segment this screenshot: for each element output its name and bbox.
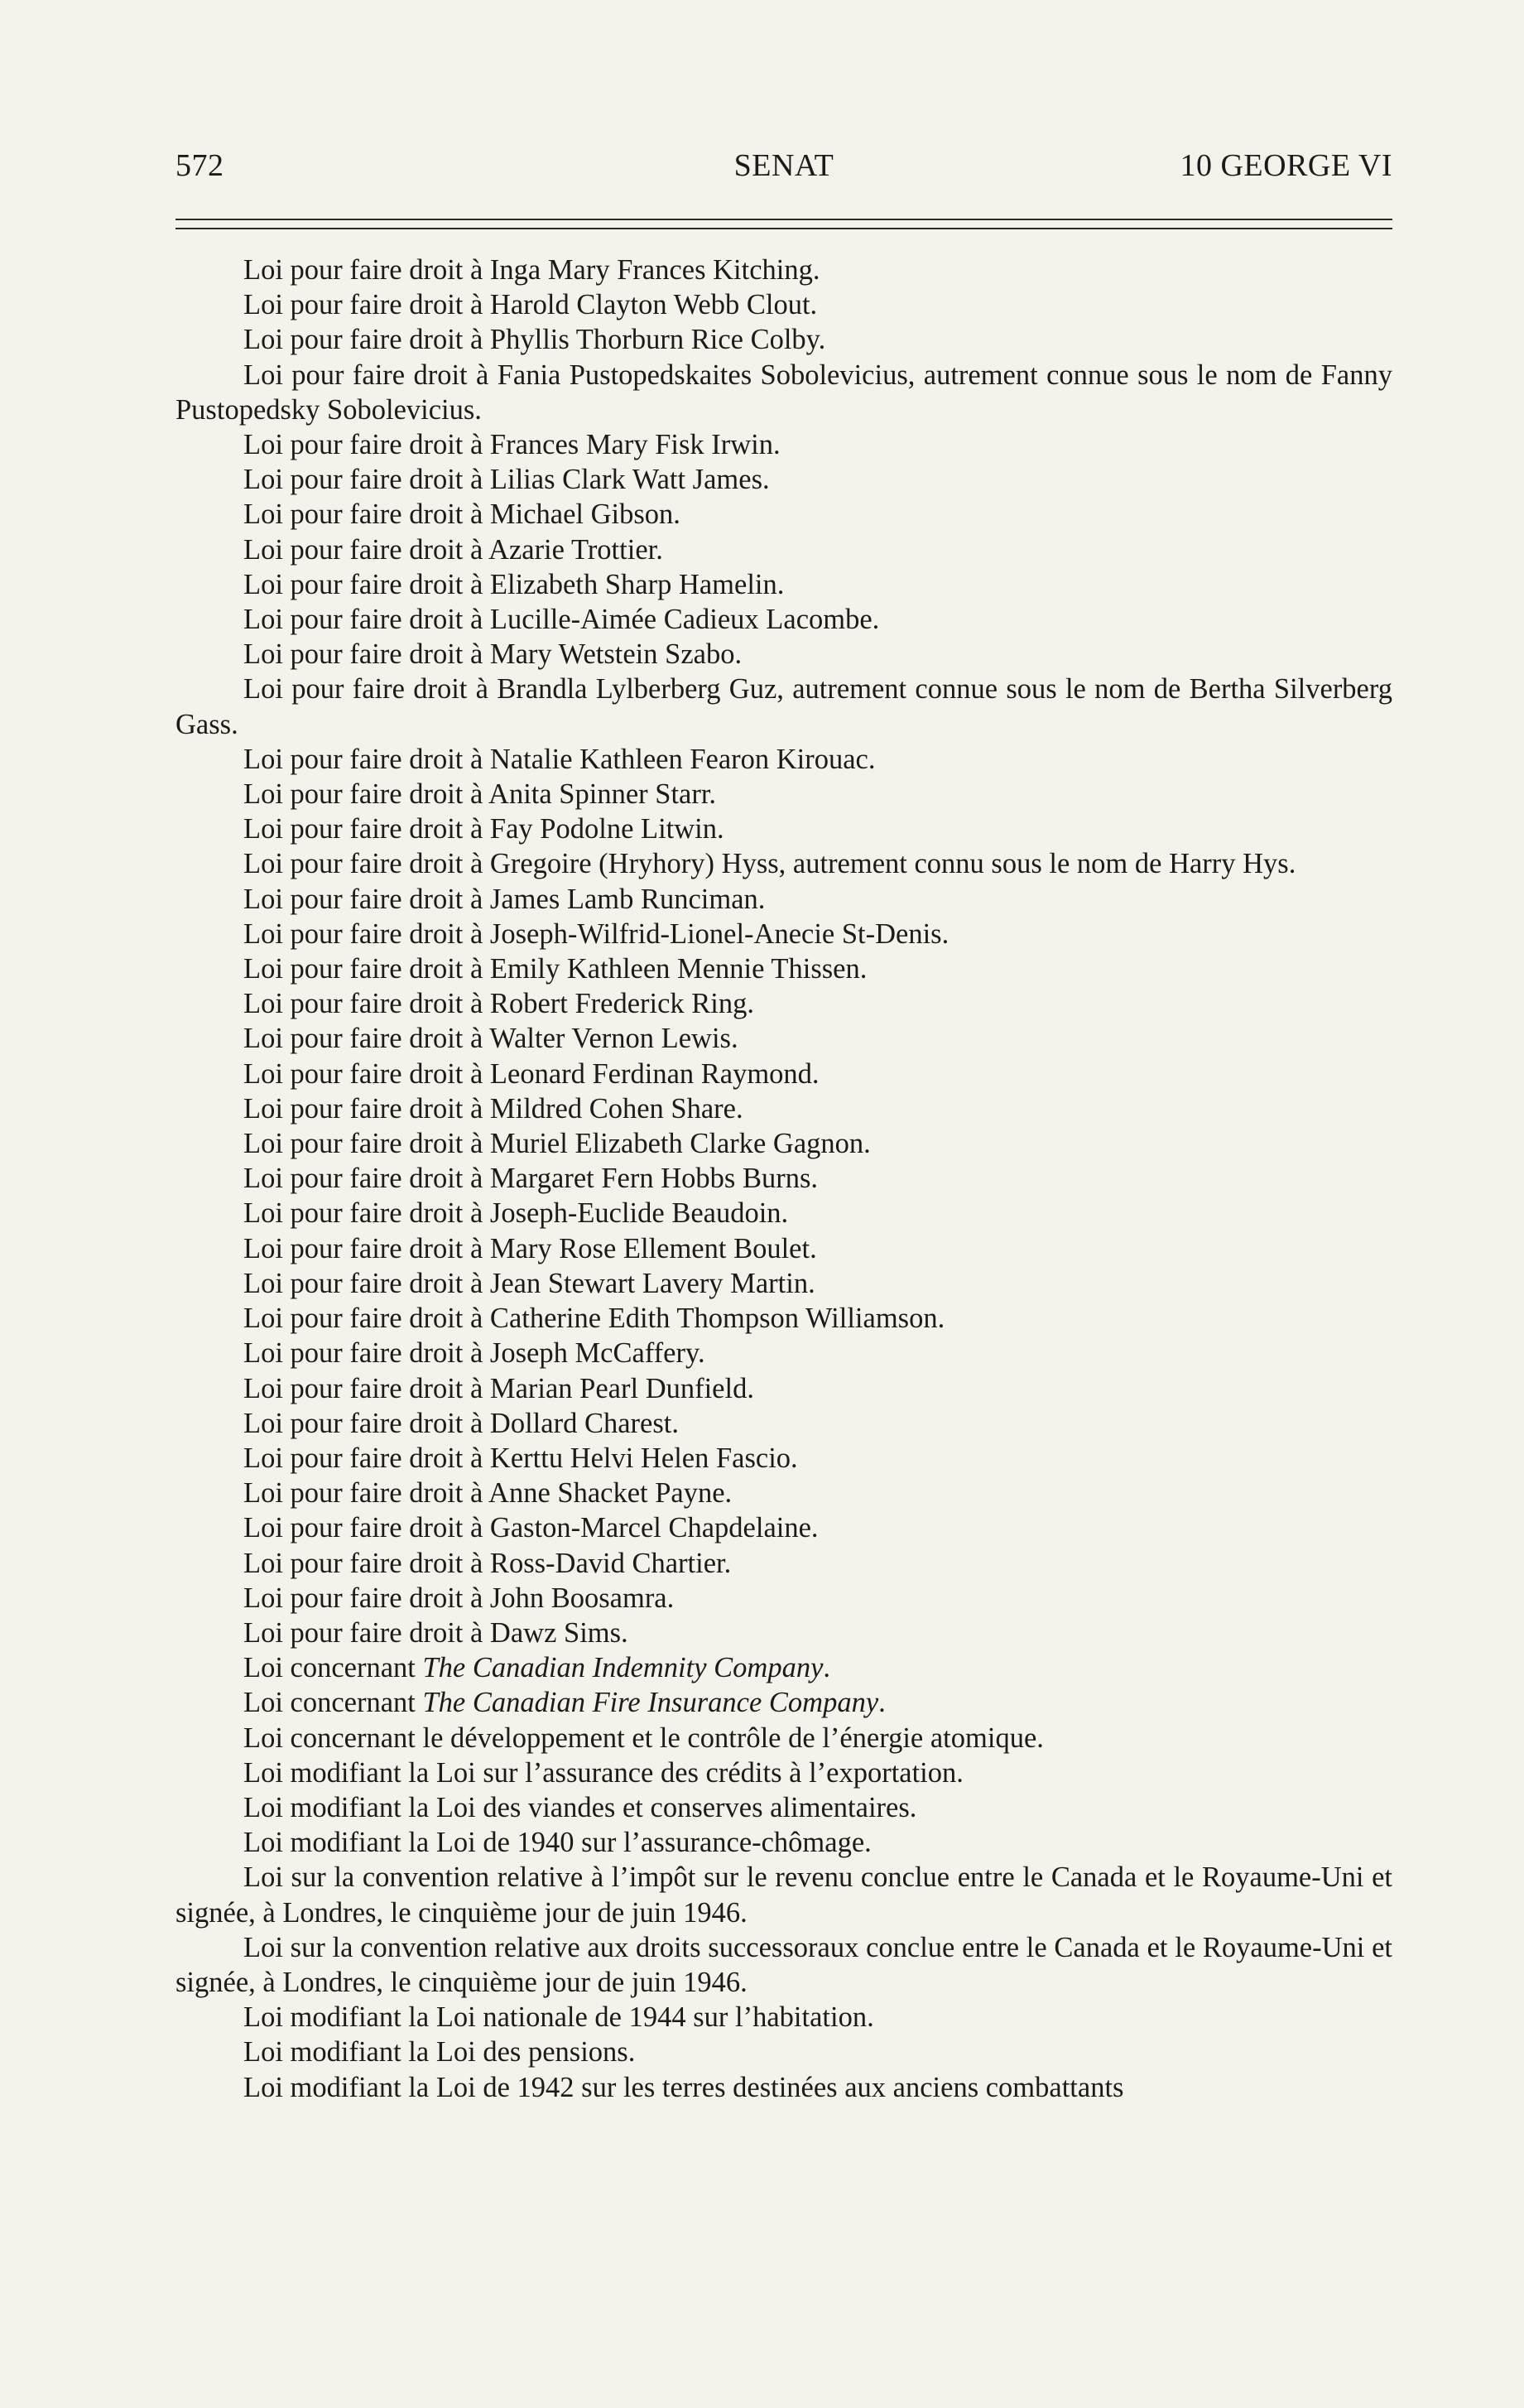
bill-entry-text: Loi pour faire droit à Lilias Clark Watt James. xyxy=(243,464,770,496)
bill-entry xyxy=(175,742,1392,777)
bill-entry-punctuation: . xyxy=(823,1652,831,1684)
bill-entry xyxy=(175,1091,1392,1126)
bill-entry-text: Loi pour faire droit à Mary Wetstein Szabo. xyxy=(243,638,743,671)
bill-entry-text: Loi modifiant la Loi de 1942 sur les terres destinées aux anciens combattants xyxy=(243,2071,1124,2103)
bill-entry xyxy=(175,637,1392,672)
bill-entry xyxy=(175,287,1392,322)
bill-entry-text: Loi pour faire droit à Leonard Ferdinan Raymond. xyxy=(243,1057,820,1090)
bill-entry-text: Loi pour faire droit à Fania Pustopedskaites Sobolevicius, autrement connue sous le nom de Fanny Pustopedsky Sobolevicius. xyxy=(175,359,1392,426)
bill-entry xyxy=(175,1476,1392,1510)
bill-entry-text: Loi pour faire droit à Harold Clayton Webb Clout. xyxy=(243,289,818,321)
bill-entry xyxy=(175,1790,1392,1825)
bill-entry-text: Loi pour faire droit à Natalie Kathleen Fearon Kirouac. xyxy=(243,743,876,775)
bill-entry xyxy=(175,1301,1392,1336)
bill-entry-text: Loi modifiant la Loi sur l’assurance des crédits à l’exportation. xyxy=(243,1756,964,1789)
bill-entry xyxy=(175,532,1392,567)
bill-entry xyxy=(175,672,1392,741)
bill-entry xyxy=(175,1825,1392,1860)
bill-entry xyxy=(175,462,1392,497)
header-double-rule xyxy=(175,219,1392,229)
bill-entry xyxy=(175,1406,1392,1441)
bill-entry xyxy=(175,1930,1392,2000)
bill-entry-text: Loi pour faire droit à Anita Spinner Starr. xyxy=(243,778,717,811)
bill-entry-text: Loi pour faire droit à Gaston-Marcel Chapdelaine. xyxy=(243,1512,819,1544)
bill-entry xyxy=(175,497,1392,532)
bill-entry-text: Loi pour faire droit à Marian Pearl Dunfield. xyxy=(243,1372,754,1404)
bill-entry-text: Loi pour faire droit à Brandla Lylberberg Guz, autrement connue sous le nom de Bertha Silverberg Gass. xyxy=(175,673,1392,740)
bill-entry-company-name: The Canadian Fire Insurance Company xyxy=(422,1687,879,1719)
bill-entry xyxy=(175,811,1392,846)
bill-entry-text: Loi pour faire droit à Phyllis Thorburn Rice Colby. xyxy=(243,324,826,356)
bill-entry-text: Loi pour faire droit à Dollard Charest. xyxy=(243,1407,679,1439)
bill-entry xyxy=(175,567,1392,602)
bill-entry-text: Loi pour faire droit à Joseph McCaffery. xyxy=(243,1337,705,1370)
bill-entry-text: Loi pour faire droit à Mary Rose Ellement Boulet. xyxy=(243,1232,817,1264)
bill-entry xyxy=(175,986,1392,1021)
bill-entry-text: Loi pour faire droit à Catherine Edith Thompson Williamson. xyxy=(243,1303,945,1335)
bill-entry xyxy=(175,846,1392,881)
bill-entry-text: Loi modifiant la Loi des viandes et conserves alimentaires. xyxy=(243,1791,917,1823)
header-reign: 10 GEORGE VI xyxy=(1180,148,1392,183)
bill-entry-text: Loi sur la convention relative aux droits successoraux conclue entre le Canada et le Royaume-Uni et signée, à Londres, le cinquième jour de juin 1946. xyxy=(175,1931,1392,1998)
bill-entry xyxy=(175,1616,1392,1650)
bill-entry xyxy=(175,1650,1392,1685)
bill-entry-text: Loi pour faire droit à Emily Kathleen Mennie Thissen. xyxy=(243,953,868,985)
header-title: SENAT xyxy=(733,148,834,183)
bill-entry-text: Loi pour faire droit à Fay Podolne Litwin. xyxy=(243,813,724,845)
bill-entry-text: Loi modifiant la Loi de 1940 sur l’assurance-chômage. xyxy=(243,1827,872,1859)
bill-entry-text: Loi modifiant la Loi des pensions. xyxy=(243,2036,636,2068)
bill-entry xyxy=(175,1685,1392,1720)
bill-entry-text: Loi concernant xyxy=(243,1652,423,1684)
bill-entry-text: Loi pour faire droit à Margaret Fern Hobbs Burns. xyxy=(243,1163,818,1195)
bill-entry-text: Loi pour faire droit à Lucille-Aimée Cadieux Lacombe. xyxy=(243,604,880,636)
bill-entry xyxy=(175,777,1392,811)
bill-entry-text: Loi pour faire droit à Inga Mary Frances Kitching. xyxy=(243,254,820,286)
bill-entry xyxy=(175,2070,1392,2105)
bill-entry xyxy=(175,1231,1392,1266)
bill-entry xyxy=(175,358,1392,427)
bill-entry-text: Loi pour faire droit à Dawz Sims. xyxy=(243,1616,628,1649)
entries-list xyxy=(175,253,1392,2105)
bill-entry xyxy=(175,1546,1392,1581)
bill-entry-text: Loi pour faire droit à Jean Stewart Lavery Martin. xyxy=(243,1267,815,1299)
bill-entry-text: Loi pour faire droit à Mildred Cohen Share. xyxy=(243,1092,743,1125)
bill-entry-text: Loi pour faire droit à Azarie Trottier. xyxy=(243,533,663,566)
bill-entry xyxy=(175,1510,1392,1545)
bill-entry xyxy=(175,951,1392,986)
bill-entry-text: Loi pour faire droit à Joseph-Wilfrid-Lionel-Anecie St-Denis. xyxy=(243,917,949,950)
bill-entry xyxy=(175,1581,1392,1616)
bill-entry-text: Loi pour faire droit à Gregoire (Hryhory) Hyss, autrement connu sous le nom de Harry Hys. xyxy=(243,848,1296,880)
bill-entry xyxy=(175,1755,1392,1790)
bill-entry-text: Loi modifiant la Loi nationale de 1944 sur l’habitation. xyxy=(243,2001,874,2034)
bill-entry xyxy=(175,1336,1392,1370)
bill-entry-text: Loi concernant le développement et le contrôle de l’énergie atomique. xyxy=(243,1722,1044,1754)
bill-entry-text: Loi pour faire droit à Anne Shacket Payne. xyxy=(243,1477,733,1510)
bill-entry xyxy=(175,1266,1392,1301)
bill-entry-text: Loi pour faire droit à Muriel Elizabeth Clarke Gagnon. xyxy=(243,1128,871,1160)
bill-entry-text: Loi concernant xyxy=(243,1687,423,1719)
bill-entry-company-name: The Canadian Indemnity Company xyxy=(422,1652,824,1684)
bill-entry-text: Loi pour faire droit à Michael Gibson. xyxy=(243,498,680,531)
page-number: 572 xyxy=(175,148,224,183)
bill-entry-text: Loi pour faire droit à John Boosamra. xyxy=(243,1582,675,1614)
bill-entry xyxy=(175,427,1392,462)
bill-entry xyxy=(175,253,1392,287)
bill-entry xyxy=(175,1021,1392,1056)
bill-entry xyxy=(175,882,1392,917)
bill-entry-text: Loi pour faire droit à Frances Mary Fisk Irwin. xyxy=(243,429,781,461)
bill-entry xyxy=(175,1057,1392,1091)
bill-entry-text: Loi pour faire droit à Walter Vernon Lewis. xyxy=(243,1023,738,1055)
bill-entry-text: Loi pour faire droit à Robert Frederick Ring. xyxy=(243,988,754,1020)
bill-entry xyxy=(175,1161,1392,1196)
bill-entry xyxy=(175,2035,1392,2069)
bill-entry xyxy=(175,1441,1392,1476)
bill-entry xyxy=(175,1721,1392,1755)
page-header xyxy=(175,147,1392,194)
bill-entry xyxy=(175,322,1392,357)
bill-entry xyxy=(175,1860,1392,1929)
bill-entry-text: Loi pour faire droit à Elizabeth Sharp Hamelin. xyxy=(243,568,785,600)
bill-entry-punctuation: . xyxy=(878,1687,886,1719)
bill-entry-text: Loi pour faire droit à James Lamb Runciman. xyxy=(243,883,766,915)
bill-entry-text: Loi pour faire droit à Joseph-Euclide Beaudoin. xyxy=(243,1197,789,1230)
bill-entry xyxy=(175,1126,1392,1161)
bill-entry-text: Loi sur la convention relative à l’impôt sur le revenu conclue entre le Canada et le Royaume-Uni et signée, à Londres, le cinquième jour de juin 1946. xyxy=(175,1861,1392,1929)
bill-entry xyxy=(175,1371,1392,1406)
bill-entry xyxy=(175,2000,1392,2035)
bill-entry xyxy=(175,602,1392,637)
bill-entry xyxy=(175,1196,1392,1230)
bill-entry-text: Loi pour faire droit à Kerttu Helvi Helen Fascio. xyxy=(243,1442,798,1474)
bill-entry xyxy=(175,917,1392,951)
bill-entry-text: Loi pour faire droit à Ross-David Chartier. xyxy=(243,1547,732,1579)
